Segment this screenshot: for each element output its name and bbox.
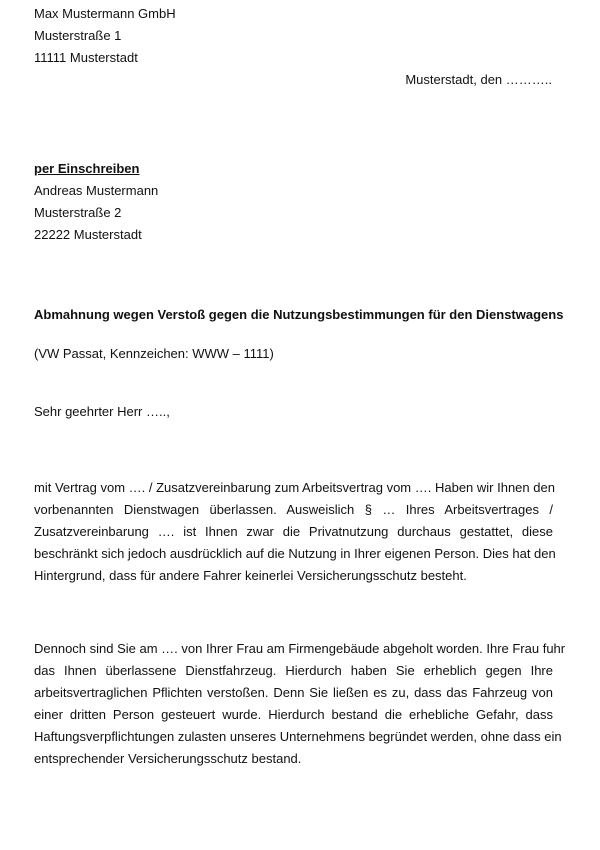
paragraph-1-line: beschränkt sich jedoch ausdrücklich auf die Nutzung in Ihrer eigenen Person. Dies hat den: [34, 546, 556, 561]
paragraph-1-line: Zusatzvereinbarung …. ist Ihnen zwar die Privatnutzung durchaus gestattet, diese: [34, 524, 553, 539]
paragraph-2-line: das Ihnen überlassene Dienstfahrzeug. Hierdurch haben Sie erheblich gegen Ihre: [34, 663, 553, 678]
recipient-city: 22222 Musterstadt: [34, 227, 142, 242]
recipient-street: Musterstraße 2: [34, 205, 122, 220]
vehicle-note: (VW Passat, Kennzeichen: WWW – 1111): [34, 346, 274, 361]
subject-line: Abmahnung wegen Verstoß gegen die Nutzungsbestimmungen für den Dienstwagens: [34, 307, 564, 322]
recipient-name: Andreas Mustermann: [34, 183, 159, 198]
paragraph-2-line: entsprechender Versicherungsschutz bestand.: [34, 751, 302, 766]
paragraph-1-line: vorbenannten Dienstwagen überlassen. Ausweislich § … Ihres Arbeitsvertrages /: [34, 502, 553, 517]
paragraph-2-line: arbeitsvertraglichen Pflichten verstoßen. Denn Sie ließen es zu, dass das Fahrzeug von: [34, 685, 553, 700]
delivery-method: per Einschreiben: [34, 161, 140, 176]
paragraph-2-line: Haftungsverpflichtungen zulasten unseres Unternehmens begründet werden, ohne dass ein: [34, 729, 562, 744]
paragraph-1-line: mit Vertrag vom …. / Zusatzvereinbarung zum Arbeitsvertrag vom …. Haben wir Ihnen den: [34, 480, 555, 495]
salutation: Sehr geehrter Herr …..,: [34, 404, 170, 419]
sender-company: Max Mustermann GmbH: [34, 6, 176, 21]
paragraph-2-line: Dennoch sind Sie am …. von Ihrer Frau am Firmengebäude abgeholt worden. Ihre Frau fuhr: [34, 641, 566, 656]
paragraph-1: [34, 477, 556, 587]
sender-street: Musterstraße 1: [34, 28, 122, 43]
paragraph-1-line: Hintergrund, dass für andere Fahrer keinerlei Versicherungsschutz besteht.: [34, 568, 467, 583]
date-line: Musterstadt, den ………..: [405, 72, 552, 87]
paragraph-2-line: einer dritten Person gesteuert wurde. Hierdurch bestand die erhebliche Gefahr, dass: [34, 707, 553, 722]
sender-city: 11111 Musterstadt: [34, 50, 138, 65]
paragraph-2: [34, 638, 566, 770]
